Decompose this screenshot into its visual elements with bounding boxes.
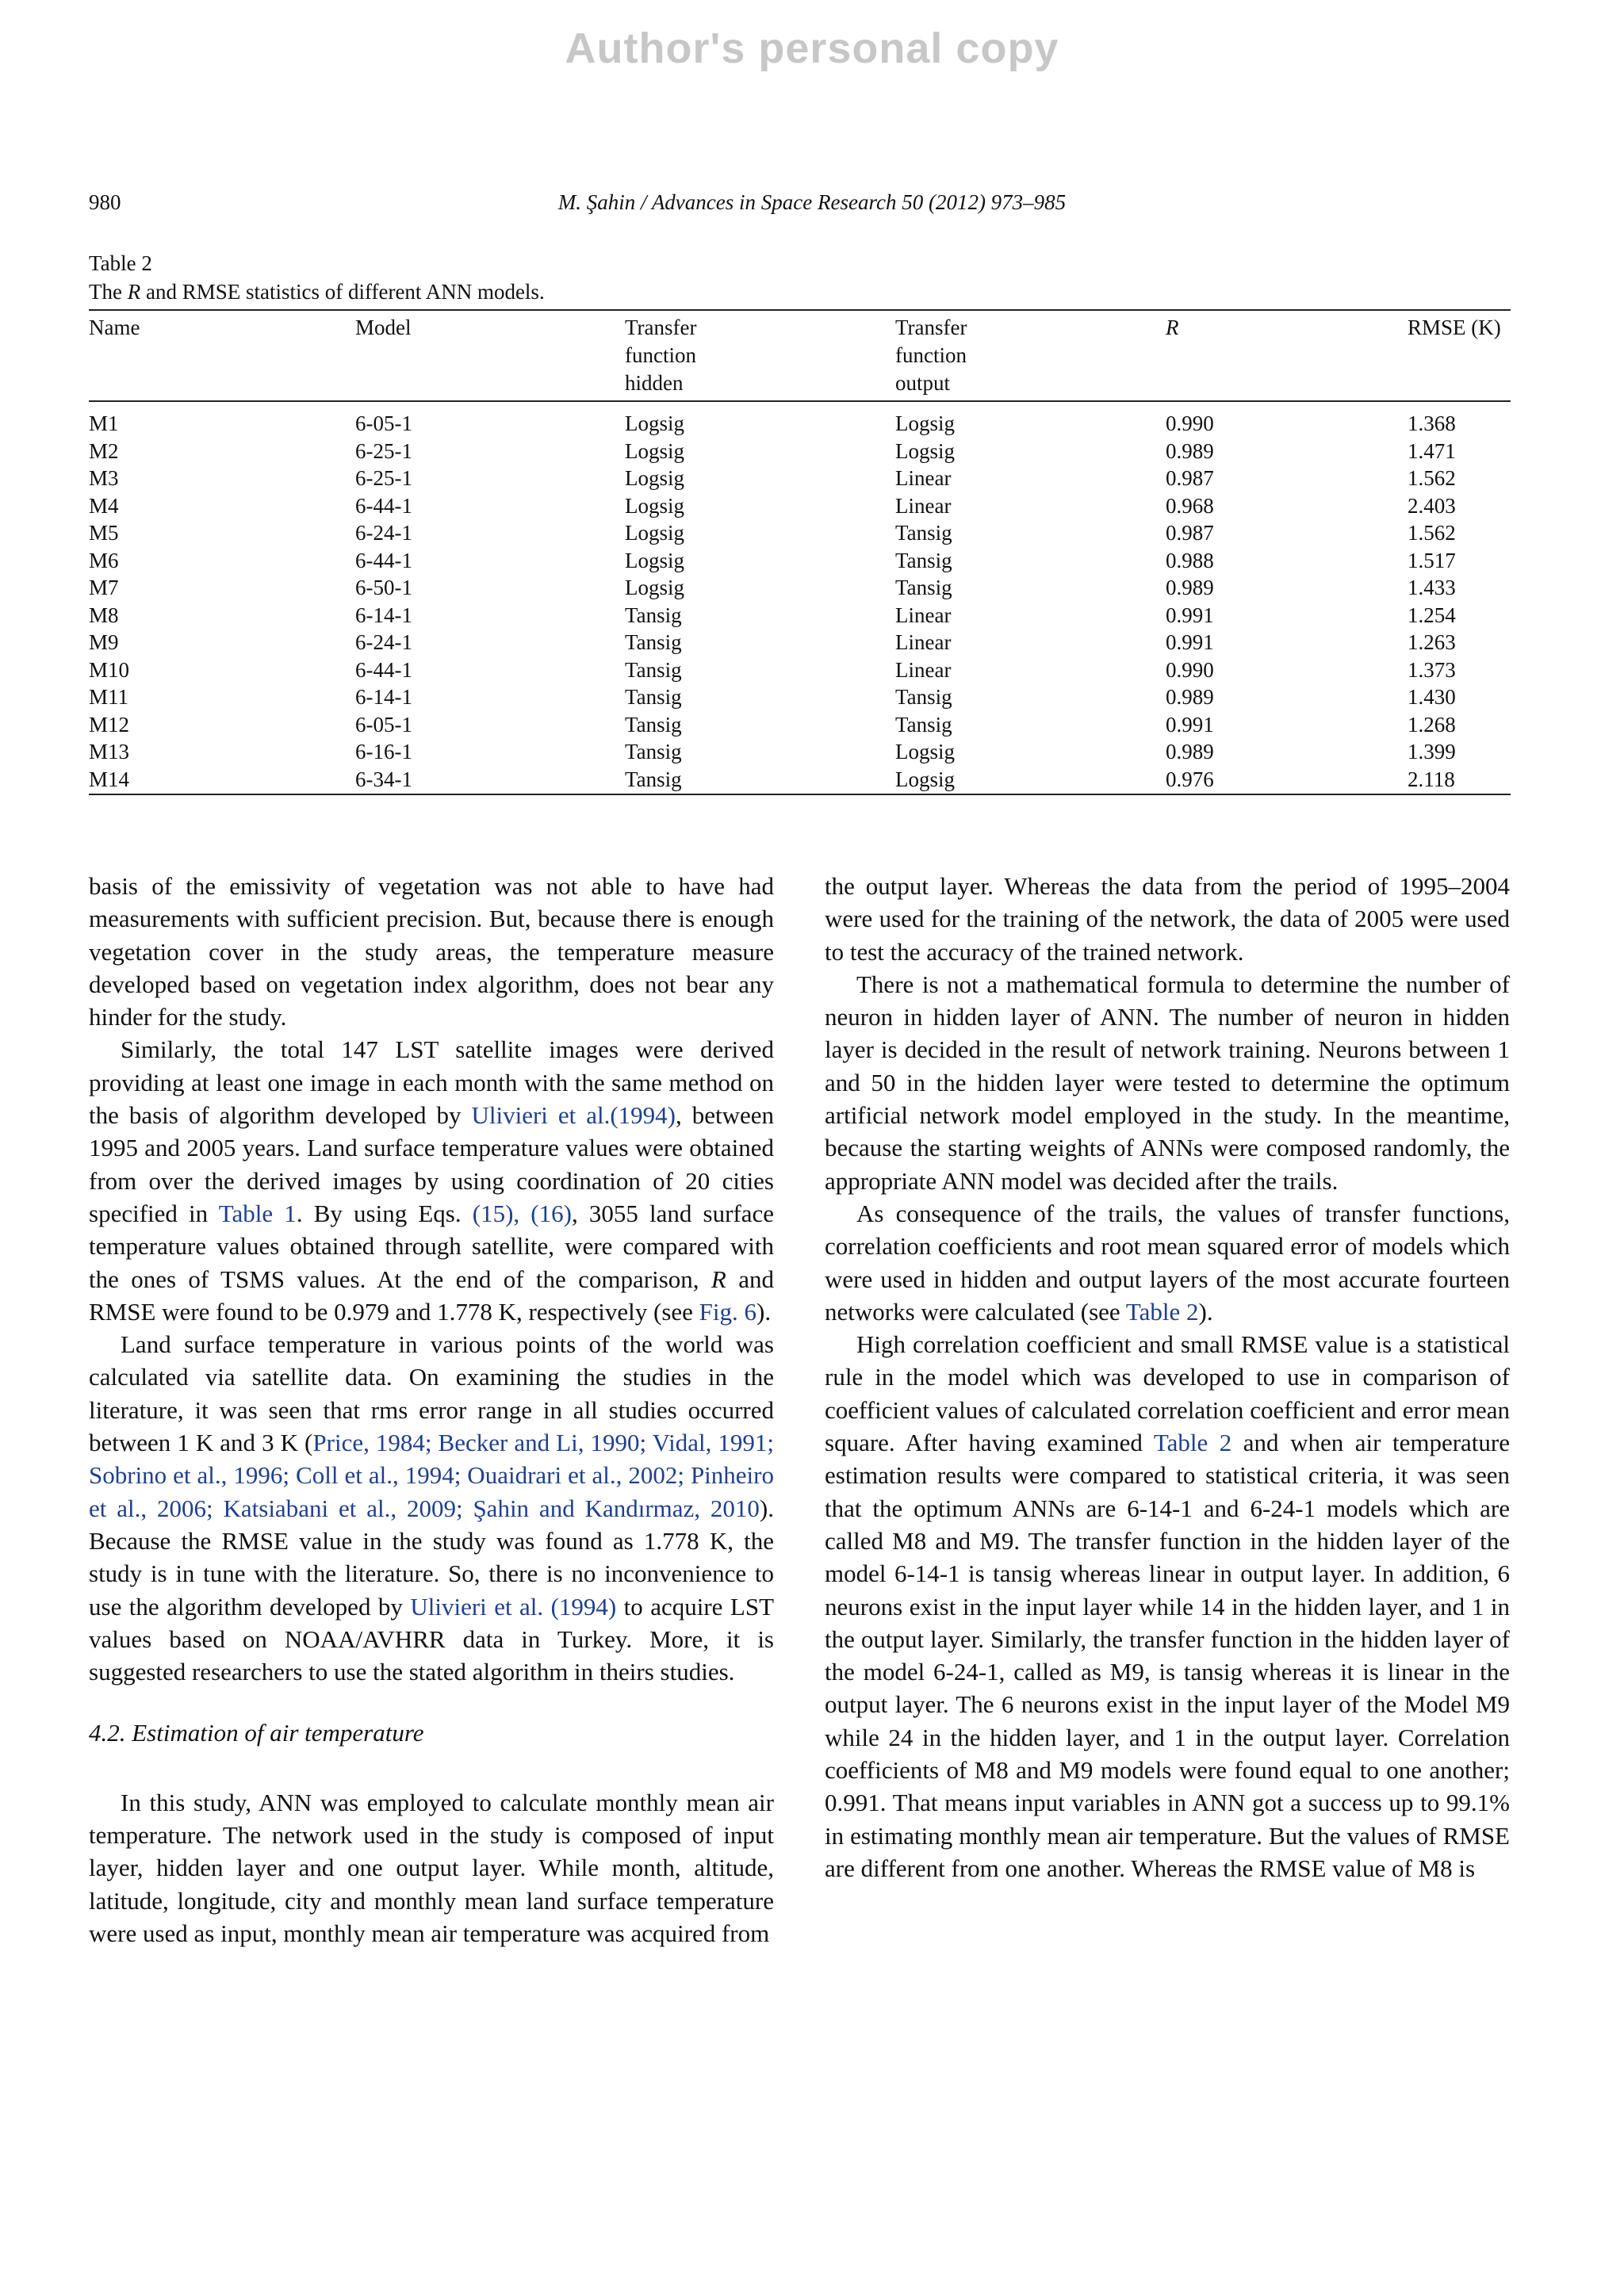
- paragraph: the output layer. Whereas the data from the period of 1995–2004 were used for the training of the network, the data of 2005 were used to test the accuracy of the trained network.: [825, 872, 1510, 966]
- paragraph: In this study, ANN was employed to calculate monthly mean air temperature. The network used in the study is composed of input layer, hidden layer and one output layer. While month, altitude, latitude, longitude, city and monthly mean land surface temperature were used as input, monthly mean air temperature was acquired from: [89, 1788, 774, 1947]
- table-row: M4 6-44-1 Logsig Linear 0.968 2.403: [89, 493, 1456, 518]
- col-header-name: Name: [89, 316, 140, 339]
- table-row: M5 6-24-1 Logsig Tansig 0.987 1.562: [89, 521, 1456, 545]
- paragraph: Similarly, the total 147 LST satellite images were derived providing at least one image in each month with the same method on the basis of algorithm developed by Ulivieri et al.(1994), between 1995 and 2005 years. Land surface temperature values were obtained from over the derived images by using coordination of 20 cities specified in Table 1. By using Eqs. (15), (16), 3055 land surface temperature values obtained through satellite, were compared with the ones of TSMS values. At the end of the comparison, R and RMSE were found to be 0.979 and 1.778 K, respectively (see Fig. 6).: [89, 1035, 775, 1326]
- equation-link[interactable]: (15), (16): [472, 1199, 572, 1227]
- citation-link[interactable]: Ulivieri et al. (1994): [410, 1592, 617, 1621]
- table-link[interactable]: Table 2: [1153, 1429, 1232, 1457]
- figure-link[interactable]: Fig. 6: [699, 1297, 757, 1326]
- citation-link[interactable]: Ulivieri et al.(1994): [471, 1101, 676, 1130]
- table-row: M12 6-05-1 Tansig Tansig 0.991 1.268: [89, 712, 1456, 737]
- paragraph: basis of the emissivity of vegetation was not able to have had measurements with sufficient precision. But, because there is enough vegetation cover in the study areas, the temperature measure developed based on vegetation index algorithm, does not bear any hinder for the study.: [89, 872, 774, 1031]
- table-row: M2 6-25-1 Logsig Logsig 0.989 1.471: [89, 438, 1456, 463]
- table-row: M11 6-14-1 Tansig Tansig 0.989 1.430: [89, 685, 1456, 709]
- running-head: M. Şahin / Advances in Space Research 50 (2012) 973–985: [557, 190, 1067, 214]
- table-link[interactable]: Table 1: [218, 1199, 297, 1227]
- results-table: [89, 314, 1511, 793]
- table-caption: [89, 249, 545, 306]
- section-heading: 4.2. Estimation of air temperature: [89, 1719, 424, 1747]
- table-row: M13 6-16-1 Tansig Logsig 0.989 1.399: [89, 740, 1456, 763]
- table-label: Table 2: [89, 251, 152, 275]
- col-header-model: Model: [355, 316, 412, 339]
- table-row: M9 6-24-1 Tansig Linear 0.991 1.263: [89, 630, 1456, 654]
- table-row: M6 6-44-1 Logsig Tansig 0.988 1.517: [89, 548, 1456, 572]
- right-column: [825, 870, 1510, 1885]
- paragraph: There is not a mathematical formula to determine the number of neuron in hidden layer of ANN. The number of neuron in hidden layer is decided in the result of network training. Neurons between 1 and 50 in the hidden layer were tested to determine the optimum artificial network model employed in the study. In the meantime, because the starting weights of ANNs were composed randomly, the appropriate ANN model was decided after the trails.: [825, 970, 1510, 1195]
- paragraph: High correlation coefficient and small RMSE value is a statistical rule in the model which was developed to use in comparison of coefficient values of calculated correlation coefficient and error mean square. After having examined Table 2 and when air temperature estimation results were compared to statistical criteria, it was seen that the optimum ANNs are 6-14-1 and 6-24-1 models which are called M8 and M9. The transfer function in the hidden layer of the model 6-14-1 is tansig whereas linear in output layer. In addition, 6 neurons exist in the input layer while 14 in the hidden layer, and 1 in the output layer. Similarly, the transfer function in the hidden layer of the model 6-24-1, called as M9, is tansig whereas it is linear in the output layer. The 6 neurons exist in the input layer of the Model M9 while 24 in the hidden layer, and 1 in the output layer. Correlation coefficients of M8 and M9 models were found equal to one another; 0.991. That means input variables in ANN got a success up to 99.1% in estimating monthly mean air temperature. But the values of RMSE are different from one another. Whereas the RMSE value of M8 is: [825, 1330, 1511, 1882]
- table-row: M14 6-34-1 Tansig Logsig 0.976 2.118: [89, 767, 1455, 791]
- table-top-rule: [89, 309, 1511, 311]
- paragraph: Land surface temperature in various points of the world was calculated via satellite data. On examining the studies in the literature, it was seen that rms error range in all studies occurred between 1 K and 3 K (Price, 1984; Becker and Li, 1990; Vidal, 1991; Sobrino et al., 1996; Coll et al., 1994; Ouaidrari et al., 2002; Pinheiro et al., 2006; Katsiabani et al., 2009; Şahin and Kandırmaz, 2010). Because the RMSE value in the study was found as 1.778 K, the study is in tune with the literature. So, there is no inconvenience to use the algorithm developed by Ulivieri et al. (1994) to acquire LST values based on NOAA/AVHRR data in Turkey. More, it is suggested researchers to use the stated algorithm in theirs studies.: [89, 1330, 774, 1686]
- table-header-row: [89, 314, 1511, 404]
- left-column: [89, 870, 774, 1950]
- table-row: M3 6-25-1 Logsig Linear 0.987 1.562: [89, 466, 1456, 490]
- table-link[interactable]: Table 2: [1125, 1297, 1199, 1326]
- paragraph: As consequence of the trails, the values of transfer functions, correlation coefficients and root mean squared error of models which were used in hidden and output layers of the most accurate fourteen networks were calculated (see Table 2).: [825, 1199, 1510, 1326]
- table-row: M10 6-44-1 Tansig Linear 0.990 1.373: [89, 657, 1456, 682]
- table-row: M8 6-14-1 Tansig Linear 0.991 1.254: [89, 603, 1456, 627]
- citation-link[interactable]: Price, 1984; Becker and Li, 1990; Vidal, 1991; Sobrino et al., 1996; Coll et al., 1994; Ouaidrari et al., 2002; Pinheiro et al., 2006; Katsiabani et al., 2009; Şahin and Kandırmaz, 2010: [89, 1429, 774, 1522]
- col-header-r: R: [1166, 316, 1179, 339]
- col-header-rmse: RMSE (K): [1408, 316, 1501, 339]
- table-bottom-rule: [89, 794, 1511, 795]
- table-title: The R and RMSE statistics of different ANN models.: [89, 280, 545, 304]
- table-row: M7 6-50-1 Logsig Tansig 0.989 1.433: [89, 576, 1456, 599]
- watermark: Author's personal copy: [565, 25, 1059, 72]
- col-header-transfer-hidden: Transfer function hidden: [625, 316, 697, 395]
- col-header-transfer-output: Transfer function output: [895, 316, 967, 395]
- table-row: M1 6-05-1 Logsig Logsig 0.990 1.368: [89, 411, 1456, 435]
- page-number: 980: [89, 190, 121, 214]
